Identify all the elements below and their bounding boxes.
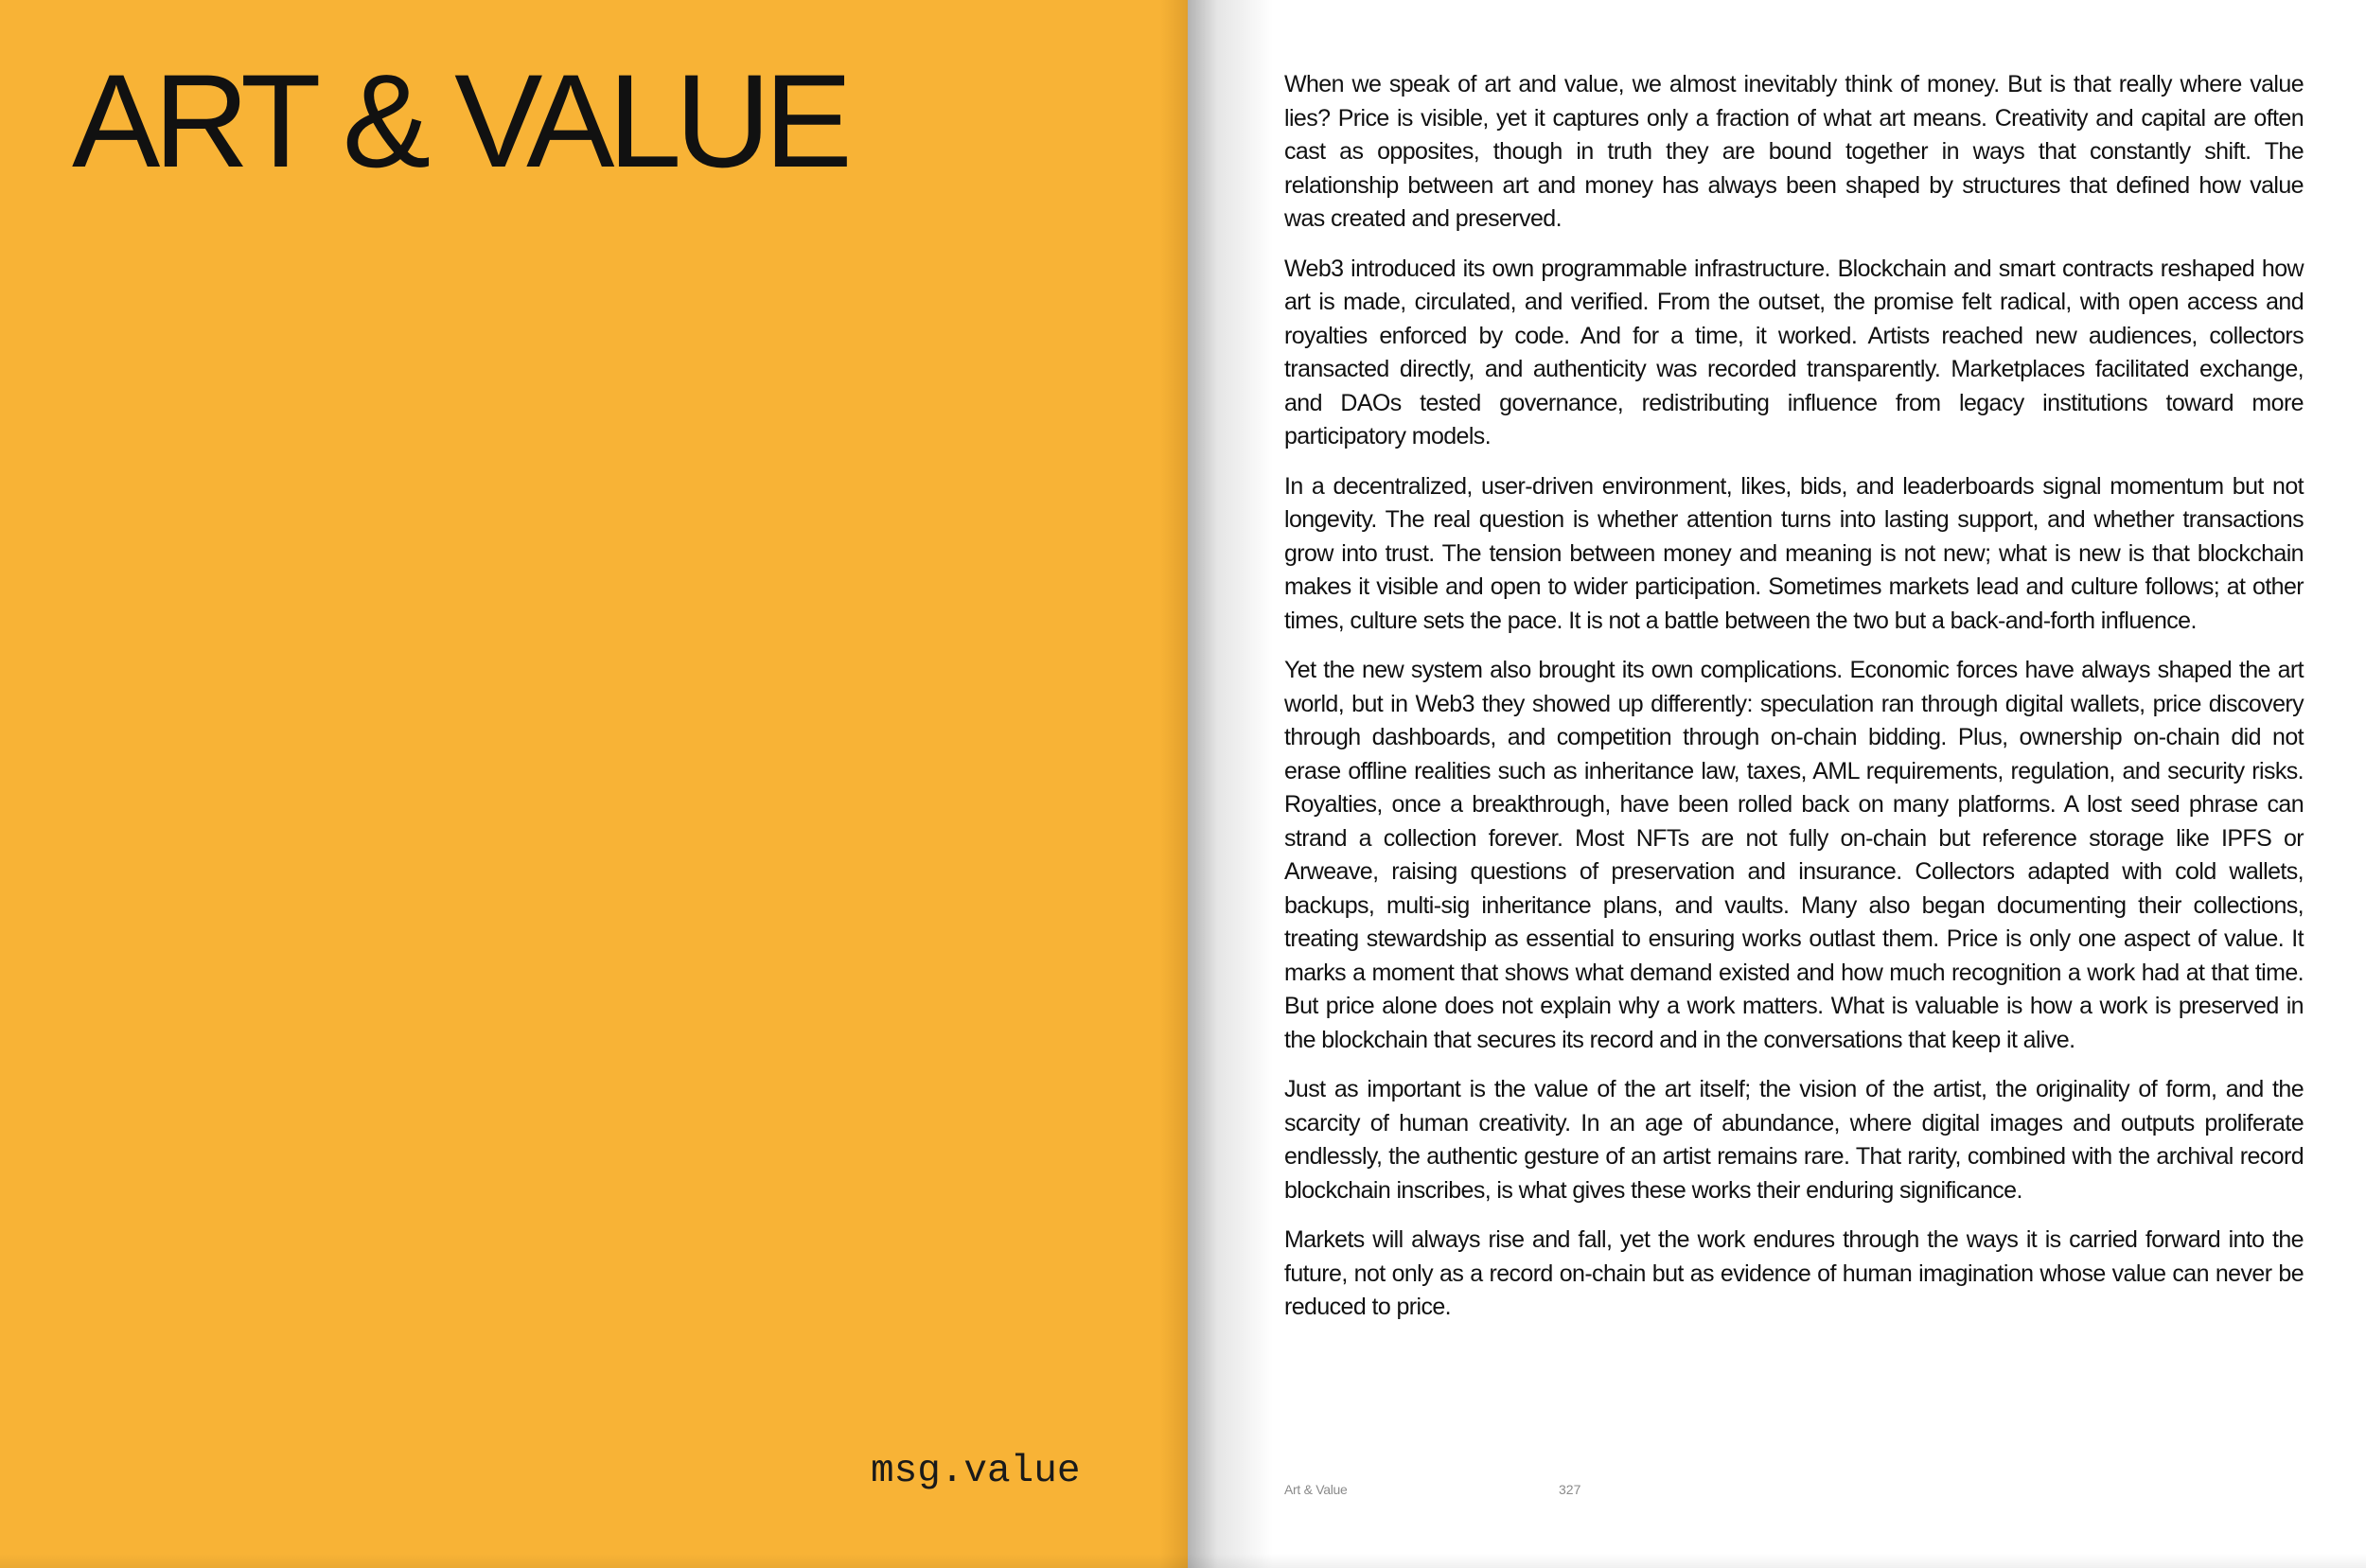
paragraph: Yet the new system also brought its own complications. Economic forces have always shaped the art world, but in Web3 they showed up differently: speculation ran through digital wallets, price discovery through dashboards, and competition through on-chain bidding. Plus, ownership on-chain did not erase offline realities such as inheritance law, taxes, AML requirements, regulation, and security risks. Royalties, once a breakthrough, have been rolled back on many platforms. A lost seed phrase can strand a collection forever. Most NFTs are not fully on-chain but reference storage like IPFS or Arweave, raising questions of preservation and insurance. Collectors adapted with cold wallets, backups, multi-sig inheritance plans, and vaults. Many also began documenting their collections, treating stewardship as essential to ensuring works outlast them. Price is only one aspect of value. It marks a moment that shows what demand existed and how much recognition a work had at that time. But price alone does not explain why a work matters. What is valuable is how a work is preserved in the blockchain that secures its record and in the conversations that keep it alive. — [1284, 657, 2304, 1053]
gutter-shadow-left — [1159, 0, 1188, 1568]
body-text — [1284, 68, 2304, 1341]
running-footer-section: Art & Value — [1284, 1482, 1348, 1497]
page-bottom-edge — [0, 1554, 2366, 1568]
paragraph: Web3 introduced its own programmable infrastructure. Blockchain and smart contracts reshaped how art is made, circulated, and verified. From the outset, the promise felt radical, with open access and royalties enforced by code. And for a time, it worked. Artists reached new audiences, collectors transacted directly, and authenticity was recorded transparently. Marketplaces facilitated exchange, and DAOs tested governance, redistributing influence from legacy institutions toward more participatory models. — [1284, 255, 2304, 449]
tagline-code: msg.value — [871, 1450, 1081, 1493]
gutter-shadow-right — [1188, 0, 1273, 1568]
chapter-title: ART & VALUE — [72, 46, 846, 195]
paragraph: When we speak of art and value, we almost inevitably think of money. But is that really where value lies? Price is visible, yet it captures only a fraction of what art means. Creativity and capital are often cast as opposites, though in truth they are bound together in ways that constantly shift. The relationship between art and money has always been shaped by structures that defined how value was created and preserved. — [1284, 71, 2304, 232]
paragraph: In a decentralized, user-driven environment, likes, bids, and leaderboards signal momentum but not longevity. The real question is whether attention turns into lasting support, and whether transactions grow into trust. The tension between money and meaning is not new; what is new is that blockchain makes it visible and open to wider participation. Sometimes markets lead and culture follows; at other times, culture sets the pace. It is not a battle between the two but a back-and-forth influence. — [1284, 472, 2304, 634]
paragraph: Markets will always rise and fall, yet the work endures through the ways it is carried forward into the future, not only as a record on-chain but as evidence of human imagination whose value can never be reduced to price. — [1284, 1226, 2304, 1320]
page-number: 327 — [1559, 1482, 1581, 1497]
paragraph: Just as important is the value of the art itself; the vision of the artist, the originality of form, and the scarcity of human creativity. In an age of abundance, where digital images and outputs proliferate endlessly, the authentic gesture of an artist remains rare. That rarity, combined with the archival record blockchain inscribes, is what gives these works their enduring significance. — [1284, 1076, 2304, 1204]
